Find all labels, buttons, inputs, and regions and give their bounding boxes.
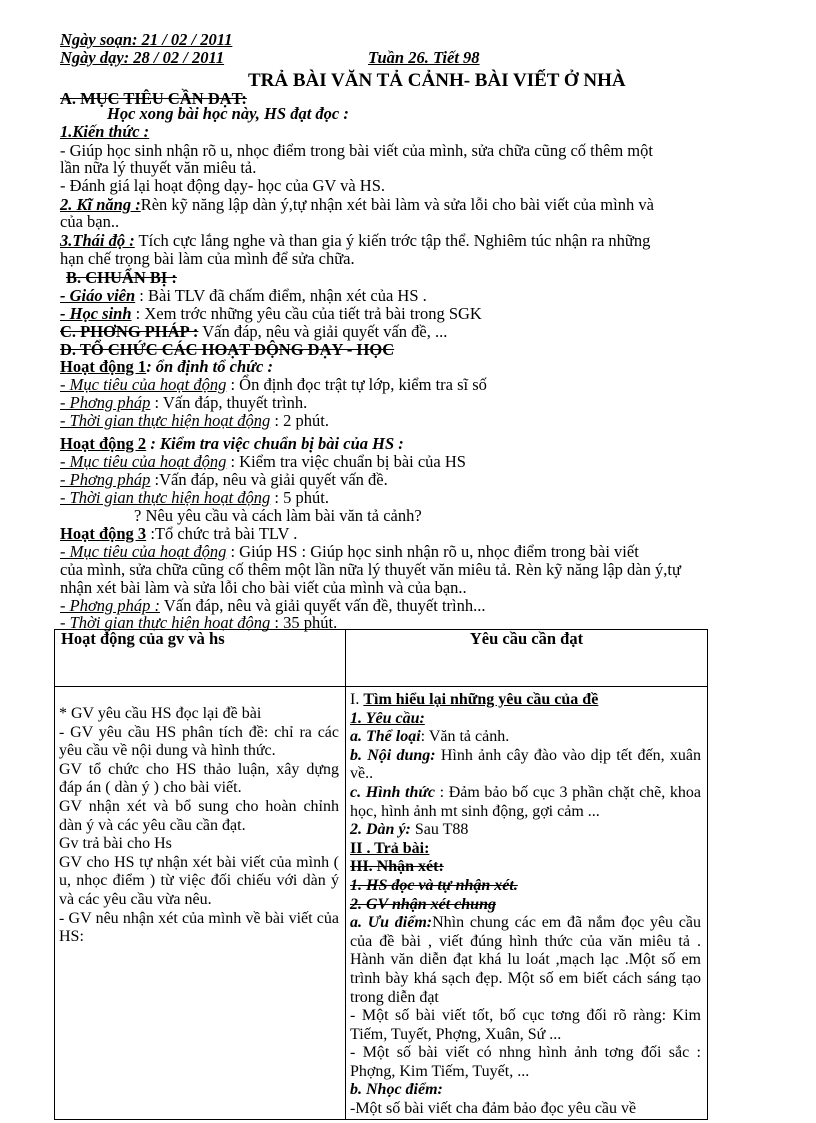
left-item-6: GV cho HS tự nhận xét bài viết của mình ( u, nhọc điểm ) từ việc đối chiếu với dàn ý và các yêu cầu vừa nêu.	[59, 853, 339, 908]
hd1-phuong-phap: - Phơng pháp : Vấn đáp, thuyết trình.	[60, 393, 308, 412]
thai-do-line-1: 3.Thái độ : Tích cực lắng nghe và than gia ý kiến trớc tập thể. Nghiêm túc nhận ra những	[60, 231, 651, 250]
right-gv-nhan-xet: 2. GV nhận xét chung	[350, 895, 496, 913]
hd1-muc-tieu: - Mục tiêu của hoạt động : Ổn định đọc trật tự lớp, kiểm tra sĩ số	[60, 375, 487, 394]
hoat-dong-2-title: Hoạt động 2 : Kiểm tra việc chuẩn bị bài của HS :	[60, 434, 404, 453]
col-header-requirements: Yêu cầu cần đạt	[346, 630, 708, 687]
right-tra-bai: II . Trả bài:	[350, 839, 430, 857]
kien-thuc-line-3: - Đánh giá lại hoạt động dạy- học của GV và HS.	[60, 176, 386, 195]
hd3-muc-tieu-1: - Mục tiêu của hoạt động : Giúp HS : Giúp học sinh nhận rõ u, nhọc điểm trong bài viết	[60, 542, 639, 561]
activity-table	[54, 629, 708, 1120]
right-dan-y: 2. Dàn ý: Sau T88	[350, 821, 469, 839]
hoc-sinh-line: - Học sinh : Xem trớc những yêu cầu của tiết trả bài trong SGK	[60, 304, 482, 323]
hd3-phuong-phap: - Phơng pháp : Vấn đáp, nêu và giải quyết vấn đề, thuyết trình...	[60, 596, 486, 615]
section-a-heading: A. MỤC TIÊU CẦN ĐẠT:	[60, 89, 247, 108]
left-item-4: GV nhận xét và bổ sung cho hoàn chỉnh dàn ý và các yêu cầu cần đạt.	[59, 797, 339, 834]
right-hinh-thuc: c. Hình thức : Đảm bảo bố cục 3 phần chặt chẽ, khoa học, hình ảnh mt sinh động, gợi cảm ...	[350, 783, 701, 820]
requirements-cell	[346, 687, 708, 1120]
section-a-intro: Học xong bài học này, HS đạt đọc :	[107, 104, 349, 123]
hd3-muc-tieu-3: nhận xét bài làm và sửa lỗi cho bài viết của mình và của bạn..	[60, 578, 467, 597]
section-c-line: C. PHƠNG PHÁP : Vấn đáp, nêu và giải quyết vấn đề, ...	[60, 322, 448, 341]
kien-thuc-label: 1.Kiến thức :	[60, 122, 150, 141]
left-item-3: GV tổ chức cho HS thảo luận, xây dựng đáp án ( dàn ý ) cho bài viết.	[59, 760, 339, 797]
thai-do-line-2: hạn chế trọng bài làm của mình để sửa chữa.	[60, 249, 355, 268]
tuan-tiet: Tuần 26. Tiết 98	[368, 48, 480, 67]
ki-nang-line-1: 2. Kĩ năng :Rèn kỹ năng lập dàn ý,tự nhận xét bài làm và sửa lỗi cho bài viết của mình và	[60, 195, 654, 214]
right-hs-doc: 1. HS đọc và tự nhận xét.	[350, 876, 518, 894]
page-title: TRẢ BÀI VĂN TẢ CẢNH- BÀI VIẾT Ở NHÀ	[248, 70, 626, 91]
hd2-phuong-phap: - Phơng pháp :Vấn đáp, nêu và giải quyết vấn đề.	[60, 470, 388, 489]
section-b-heading: B. CHUẨN BỊ :	[66, 268, 177, 287]
hoat-dong-1-title: Hoạt động 1: ổn định tổ chức :	[60, 357, 273, 376]
left-item-5: Gv trả bài cho Hs	[59, 835, 172, 853]
hd3-muc-tieu-2: của mình, sửa chữa cũng cố thêm một lần nữa lý thuyết văn miêu tả. Rèn kỹ năng lập dàn ý,tự	[60, 560, 681, 579]
right-uu-diem: a. Ưu điểm:Nhìn chung các em đã nắm đọc yêu cầu của đề bài , viết đúng hình thức của văn miêu tả . Hành văn diễn đạt khá lu loát ,mạch lạc .Một số em trình bày khá sạch đẹp. Một số em biết cách sáng tạo trong diễn đạt	[350, 914, 701, 1006]
hd3-thoi-gian: - Thời gian thực hiện hoạt động : 35 phút.	[60, 613, 338, 632]
ngay-soan: Ngày soạn: 21 / 02 / 2011	[60, 30, 233, 49]
right-noi-dung: b. Nội dung: Hình ảnh cây đào vào dịp tết đến, xuân về..	[350, 746, 701, 783]
kien-thuc-line-1: - Giúp học sinh nhận rõ u, nhọc điểm trong bài viết của mình, sửa chữa cũng cố thêm một	[60, 141, 653, 160]
ngay-day: Ngày dạy: 28 / 02 / 2011	[60, 48, 225, 67]
hd1-thoi-gian: - Thời gian thực hiện hoạt động : 2 phút.	[60, 411, 329, 430]
hd2-thoi-gian: - Thời gian thực hiện hoạt động : 5 phút.	[60, 488, 329, 507]
right-nhan-xet: III. Nhận xét:	[350, 858, 444, 876]
hoat-dong-3-title: Hoạt động 3 :Tổ chức trả bài TLV .	[60, 524, 298, 543]
right-the-loai: a. Thể loại: Văn tả cảnh.	[350, 728, 510, 746]
giao-vien-line: - Giáo viên : Bài TLV đã chấm điểm, nhận xét của HS .	[60, 286, 427, 305]
right-bai-viet-tot: - Một số bài viết tốt, bố cục tơng đối rõ ràng: Kim Tiếm, Tuyết, Phợng, Xuân, Sứ ...	[350, 1007, 701, 1043]
col-header-activities: Hoạt động của gv và hs	[55, 630, 346, 687]
right-section-1: I. Tìm hiểu lại những yêu cầu của đề	[350, 691, 599, 708]
ki-nang-line-2: của bạn..	[60, 212, 120, 231]
right-hinh-anh: - Một số bài viết có nhng hình ảnh tơng đối sắc : Phợng, Kim Tiếm, Tuyết, ...	[350, 1044, 701, 1080]
hd2-muc-tieu: - Mục tiêu của hoạt động : Kiểm tra việc chuẩn bị bài của HS	[60, 452, 466, 471]
left-item-7: - GV nêu nhận xét của mình về bài viết của HS:	[59, 909, 339, 946]
right-last-line: -Một số bài viết cha đảm bảo đọc yêu cầu về	[350, 1100, 637, 1118]
hd2-question: ? Nêu yêu cầu và cách làm bài văn tả cảnh?	[134, 506, 422, 525]
kien-thuc-line-2: lần nữa lý thuyết văn miêu tả.	[60, 158, 257, 177]
right-nhuoc-diem: b. Nhọc điểm:	[350, 1081, 443, 1099]
left-item-2: - GV yêu cầu HS phân tích đề: chỉ ra các yêu cầu về nội dung và hình thức.	[59, 723, 339, 760]
right-yeu-cau: 1. Yêu cầu:	[350, 709, 425, 727]
left-item-1: * GV yêu cầu HS đọc lại đề bài	[59, 705, 262, 722]
activities-cell	[55, 687, 346, 1120]
section-d-heading: D. TỔ CHỨC CÁC HOẠT ĐỘNG DẠY - HỌC	[60, 340, 395, 359]
